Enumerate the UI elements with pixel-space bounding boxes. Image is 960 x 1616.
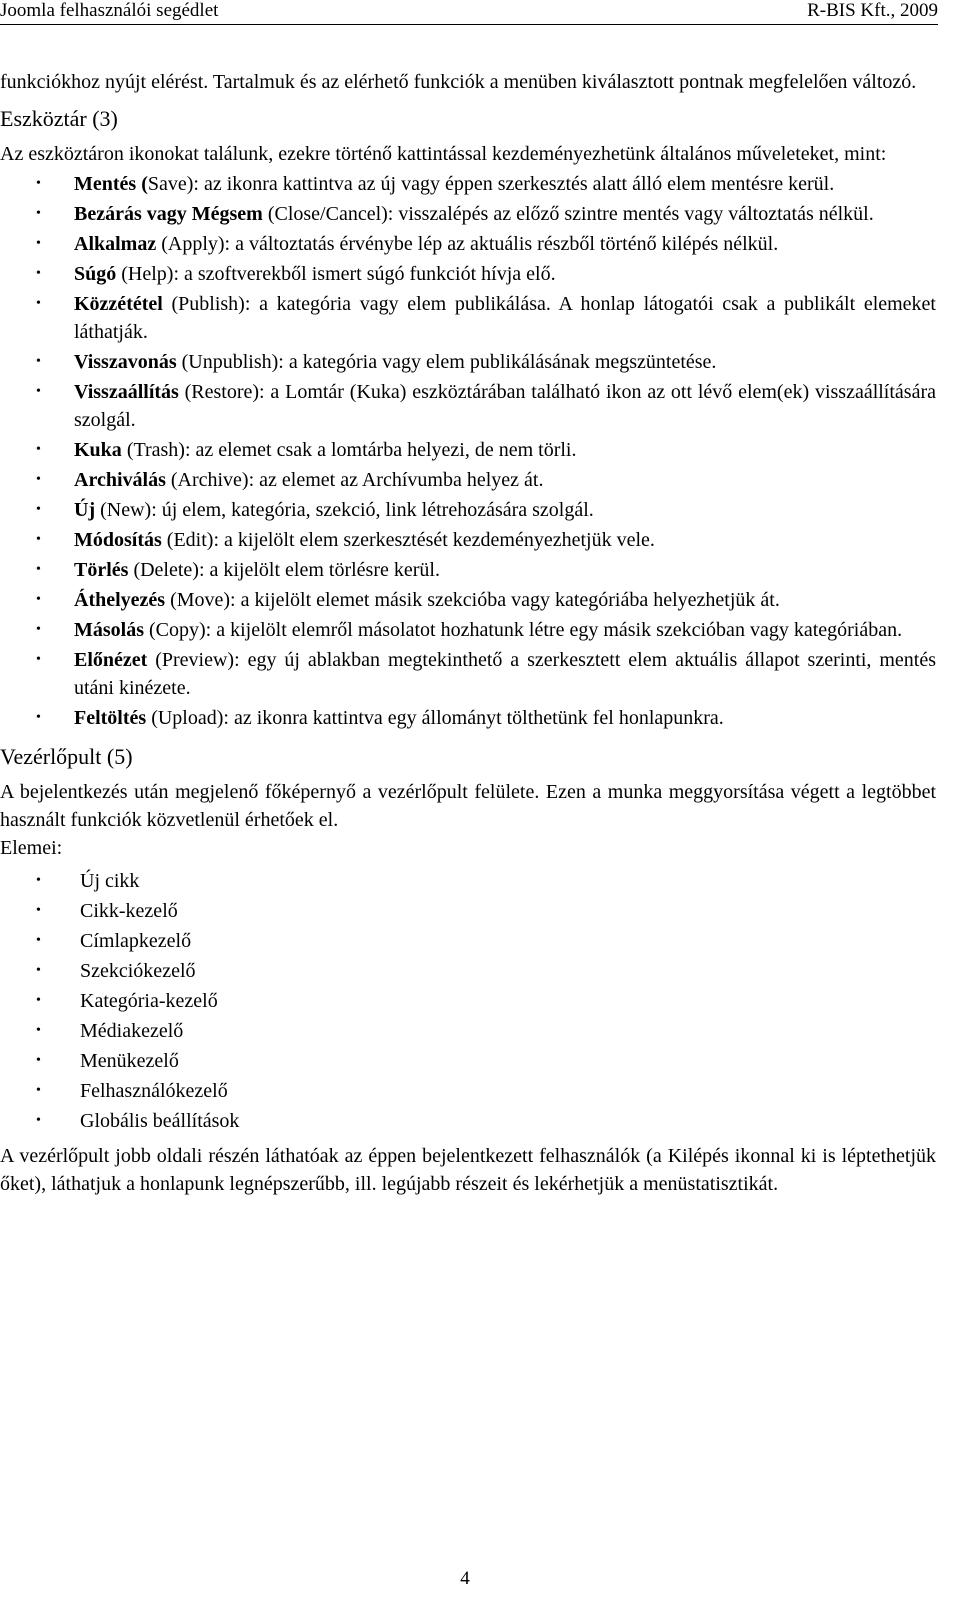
item-term: Közzététel bbox=[74, 293, 163, 315]
list-item bbox=[0, 348, 936, 376]
list-item bbox=[0, 466, 936, 494]
item-desc: (Upload): az ikonra kattintva egy állományt tölthetünk fel honlapunkra. bbox=[146, 707, 724, 729]
list-item bbox=[0, 200, 936, 228]
item-desc: (Edit): a kijelölt elem szerkesztését kezdeményezhetjük vele. bbox=[161, 529, 655, 551]
list-item bbox=[0, 290, 936, 346]
item-term: Mentés ( bbox=[74, 173, 148, 195]
toolbar-heading: Eszköztár (3) bbox=[0, 106, 118, 131]
list-item bbox=[0, 260, 936, 288]
item-desc: (Archive): az elemet az Archívumba helyez át. bbox=[165, 469, 544, 491]
list-item: • Új cikk bbox=[0, 866, 936, 896]
item-desc: (Delete): a kijelölt elem törlésre kerül. bbox=[128, 559, 440, 581]
list-item bbox=[0, 170, 936, 198]
item-term: Archiválás bbox=[74, 469, 166, 491]
item-term: Kuka bbox=[74, 439, 122, 461]
header-company: R-BIS Kft., 2009 bbox=[807, 0, 938, 21]
control-panel-heading: Vezérlőpult (5) bbox=[0, 744, 133, 769]
item-term: Előnézet bbox=[74, 649, 148, 671]
list-item bbox=[0, 586, 936, 614]
list-item: • Globális beállítások bbox=[0, 1106, 936, 1136]
list-item: • Kategória-kezelő bbox=[0, 986, 936, 1016]
item-desc: (Unpublish): a kategória vagy elem publikálásának megszüntetése. bbox=[176, 351, 717, 373]
item-term: Bezárás vagy Mégsem bbox=[74, 203, 263, 225]
item-term: Alkalmaz bbox=[74, 233, 157, 255]
item-desc: (Trash): az elemet csak a lomtárba helyezi, de nem törli. bbox=[121, 439, 577, 461]
item-term: Törlés bbox=[74, 559, 129, 581]
item-desc: Save): az ikonra kattintva az új vagy éppen szerkesztés alatt álló elem mentésre kerül. bbox=[147, 173, 835, 195]
list-item bbox=[0, 496, 936, 524]
toolbar-list bbox=[0, 170, 936, 732]
item-term: Feltöltés bbox=[74, 707, 147, 729]
list-item: • Cikk-kezelő bbox=[0, 896, 936, 926]
item-term: Új bbox=[74, 499, 96, 521]
item-term: Módosítás bbox=[74, 529, 162, 551]
list-item bbox=[0, 556, 936, 584]
elements-list bbox=[0, 866, 936, 1136]
list-item bbox=[0, 526, 936, 554]
toolbar-intro: Az eszköztáron ikonokat találunk, ezekre történő kattintással kezdeményezhetünk általános műveleteket, mint: bbox=[0, 143, 887, 165]
item-desc: (New): új elem, kategória, szekció, link létrehozására szolgál. bbox=[95, 499, 594, 521]
item-term: Visszavonás bbox=[74, 351, 177, 373]
item-term: Visszaállítás bbox=[74, 381, 179, 403]
list-item bbox=[0, 378, 936, 434]
elements-label: Elemei: bbox=[0, 837, 63, 859]
control-panel-outro: A vezérlőpult jobb oldali részén láthatóak az éppen bejelentkezett felhasználók (a Kilépés ikonnal ki is léptethetjük őket), láthatjuk a honlapunk legnépszerűbb, ill. legújabb részeit és lekérhetjük a menüstatisztikát. bbox=[0, 1145, 936, 1195]
item-desc: (Apply): a változtatás érvénybe lép az aktuális részből történő kilépés nélkül. bbox=[156, 233, 779, 255]
page-header bbox=[0, 0, 938, 25]
item-desc: (Publish): a kategória vagy elem publikálása. A honlap látogatói csak a publikált elemeket láthatják. bbox=[74, 293, 936, 343]
item-term: Áthelyezés bbox=[74, 589, 166, 611]
list-item bbox=[0, 616, 936, 644]
item-desc: (Copy): a kijelölt elemről másolatot hozhatunk létre egy másik szekcióban vagy kategóriában. bbox=[144, 619, 903, 641]
page-number: 4 bbox=[460, 1568, 470, 1589]
list-item bbox=[0, 230, 936, 258]
header-title: Joomla felhasználói segédlet bbox=[0, 0, 219, 21]
list-item: • Felhasználókezelő bbox=[0, 1076, 936, 1106]
list-item: • Médiakezelő bbox=[0, 1016, 936, 1046]
item-desc: (Move): a kijelölt elemet másik szekcióba vagy kategóriába helyezhetjük át. bbox=[165, 589, 780, 611]
item-term: Másolás bbox=[74, 619, 144, 641]
item-desc: (Preview): egy új ablakban megtekinthető a szerkesztett elem aktuális állapot szerinti, mentés utáni kinézete. bbox=[74, 649, 936, 699]
list-item: • Menükezelő bbox=[0, 1046, 936, 1076]
list-item: • Szekciókezelő bbox=[0, 956, 936, 986]
list-item bbox=[0, 436, 936, 464]
control-panel-intro: A bejelentkezés után megjelenő főképernyő a vezérlőpult felülete. Ezen a munka meggyorsítása végett a legtöbbet használt funkciók közvetlenül érhetőek el. bbox=[0, 781, 936, 831]
item-desc: (Close/Cancel): visszalépés az előző szintre mentés vagy változtatás nélkül. bbox=[262, 203, 874, 225]
item-desc: (Restore): a Lomtár (Kuka) eszköztárában található ikon az ott lévő elem(ek) visszaállítására szolgál. bbox=[74, 381, 936, 431]
list-item: • Címlapkezelő bbox=[0, 926, 936, 956]
list-item bbox=[0, 646, 936, 702]
item-desc: (Help): a szoftverekből ismert súgó funkciót hívja elő. bbox=[116, 263, 556, 285]
item-term: Súgó bbox=[74, 263, 117, 285]
intro-paragraph: funkciókhoz nyújt elérést. Tartalmuk és az elérhető funkciók a menüben kiválasztott pontnak megfelelően változó. bbox=[0, 71, 917, 93]
list-item bbox=[0, 704, 936, 732]
page-content bbox=[0, 68, 936, 1198]
